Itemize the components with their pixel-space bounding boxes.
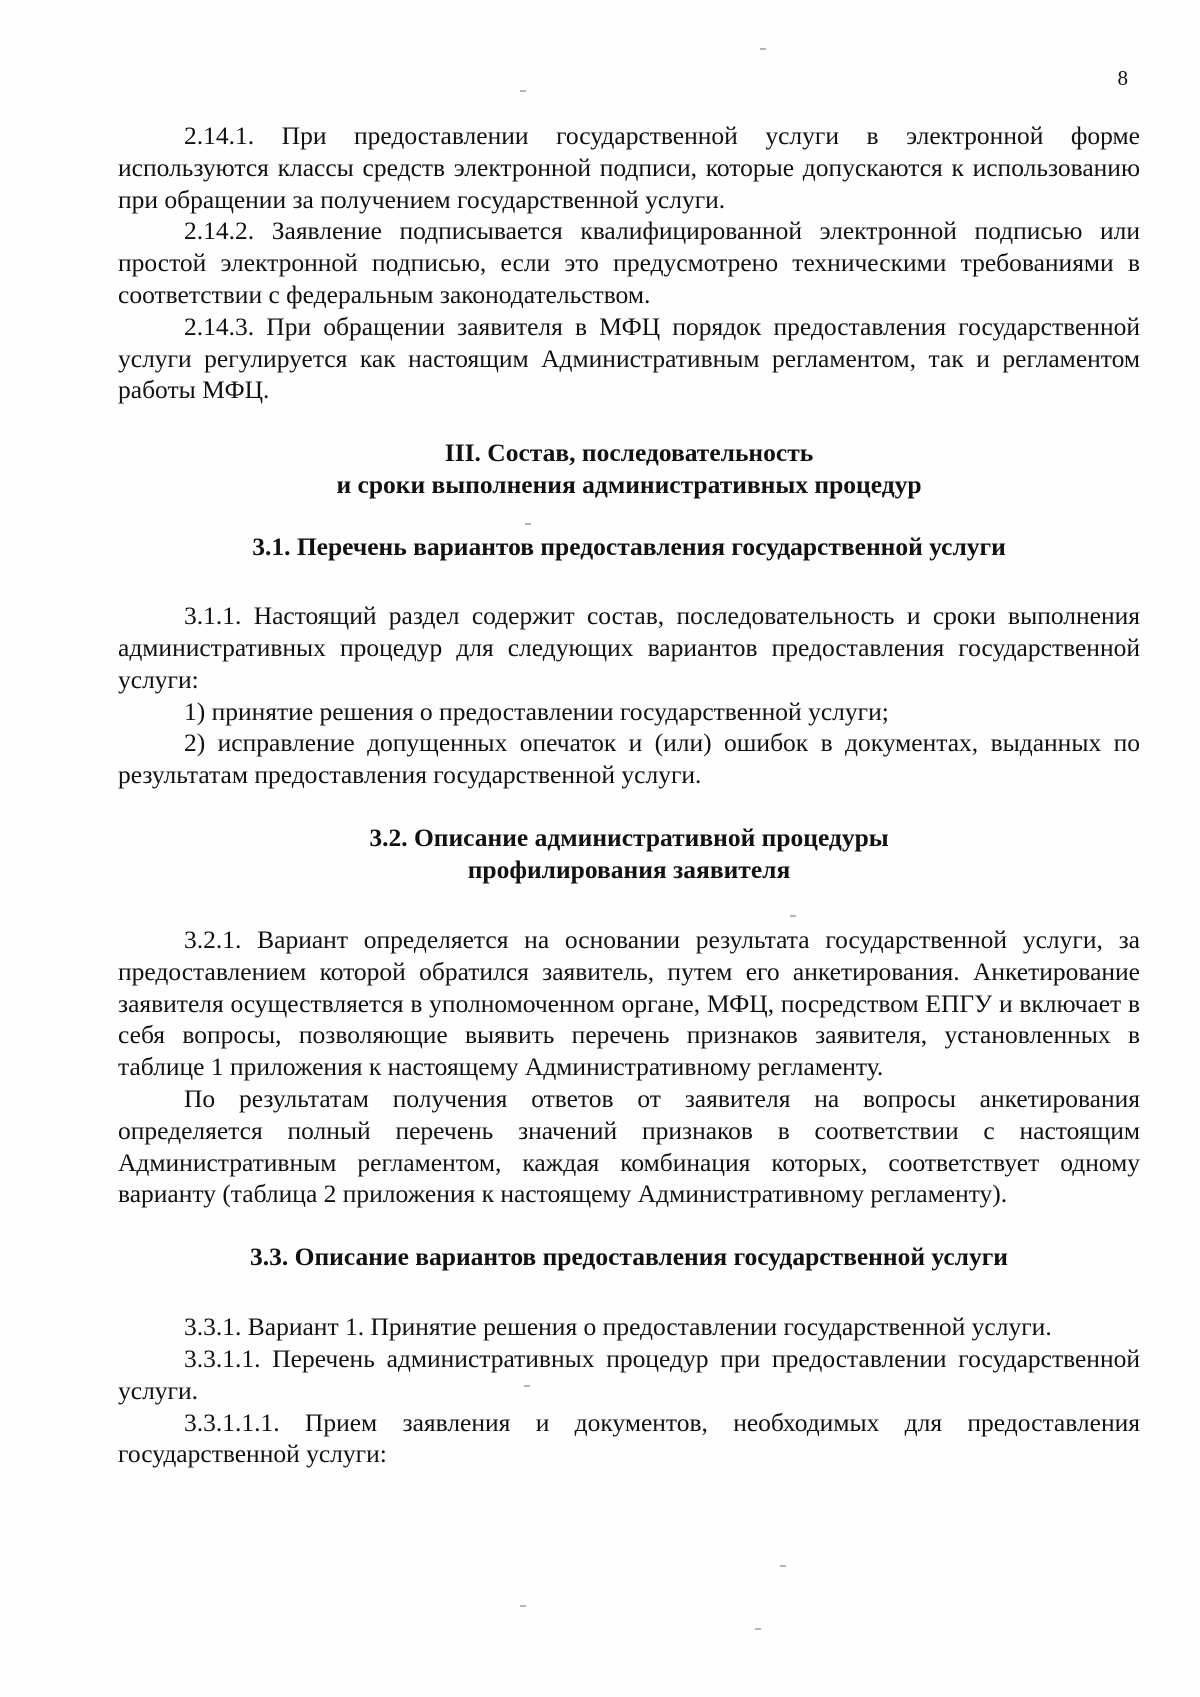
- section-heading-line: и сроки выполнения административных процедур: [336, 470, 922, 500]
- section-heading-iii: [118, 437, 1140, 501]
- page-number: 8: [1117, 66, 1128, 90]
- paragraph-profiling-results: По результатам получения ответов от заявителя на вопросы анкетирования определяется полный перечень значений признаков в соответствии с настоящим Административным регламентом, каждая комбинация которых, соответствует одному варианту (таблица 2 приложения к настоящему Административному регламенту).: [118, 1083, 1140, 1209]
- subsection-heading-line: 3.3. Описание вариантов предоставления государственной услуги: [249, 1242, 1008, 1272]
- scan-speck: [524, 1385, 530, 1387]
- paragraph-3-3-1: 3.3.1. Вариант 1. Принятие решения о предоставлении государственной услуги.: [184, 1312, 1052, 1342]
- scan-speck: [520, 1605, 526, 1607]
- scan-speck: [520, 90, 526, 92]
- scan-speck: [790, 915, 796, 917]
- scan-speck: [525, 523, 531, 525]
- list-item-2: 2) исправление допущенных опечаток и (или) ошибок в документах, выданных по результатам предоставления государственной услуги.: [118, 728, 1140, 790]
- document-body: [118, 120, 1140, 1470]
- paragraph-3-2-1: 3.2.1. Вариант определяется на основании результата государственной услуги, за предоставлением которой обратился заявитель, путем его анкетирования. Анкетирование заявителя осуществляется в уполномоченном органе, МФЦ, посредством ЕПГУ и включает в себя вопросы, позволяющие выявить перечень признаков заявителя, установленных в таблице 1 приложения к настоящему Административному регламенту.: [118, 924, 1140, 1082]
- paragraph-2-14-1: 2.14.1. При предоставлении государственной услуги в электронной форме используются классы средств электронной подписи, которые допускаются к использованию при обращении за получением государственной услуги.: [118, 121, 1140, 214]
- paragraph-2-14-2: 2.14.2. Заявление подписывается квалифицированной электронной подписью или простой электронной подписью, если это предусмотрено техническими требованиями в соответствии с федеральным законодательством.: [118, 216, 1140, 309]
- paragraph-2-14-3: 2.14.3. При обращении заявителя в МФЦ порядок предоставления государственной услуги регулируется как настоящим Административным регламентом, так и регламентом работы МФЦ.: [118, 311, 1140, 405]
- scan-speck: [760, 48, 766, 50]
- paragraph-3-3-1-1-1: 3.3.1.1.1. Прием заявления и документов, необходимых для предоставления государственной услуги:: [118, 1407, 1140, 1469]
- subsection-heading-3-3: [118, 1241, 1140, 1273]
- subsection-heading-line: 3.2. Описание административной процедуры: [369, 822, 889, 852]
- section-heading-line: III. Состав, последовательность: [444, 438, 814, 468]
- paragraph-3-3-1-1: 3.3.1.1. Перечень административных процедур при предоставлении государственной услуги.: [118, 1343, 1140, 1405]
- scan-speck: [780, 1565, 786, 1567]
- subsection-heading-line: профилирования заявителя: [467, 854, 791, 884]
- subsection-heading-line: 3.1. Перечень вариантов предоставления государственной услуги: [252, 532, 1006, 562]
- subsection-heading-3-1: [118, 531, 1140, 563]
- list-item-1: 1) принятие решения о предоставлении государственной услуги;: [184, 696, 889, 726]
- paragraph-3-1-1: 3.1.1. Настоящий раздел содержит состав, последовательность и сроки выполнения административных процедур для следующих вариантов предоставления государственной услуги:: [118, 601, 1140, 694]
- subsection-heading-3-2: [118, 822, 1140, 886]
- scan-speck: [755, 1628, 761, 1630]
